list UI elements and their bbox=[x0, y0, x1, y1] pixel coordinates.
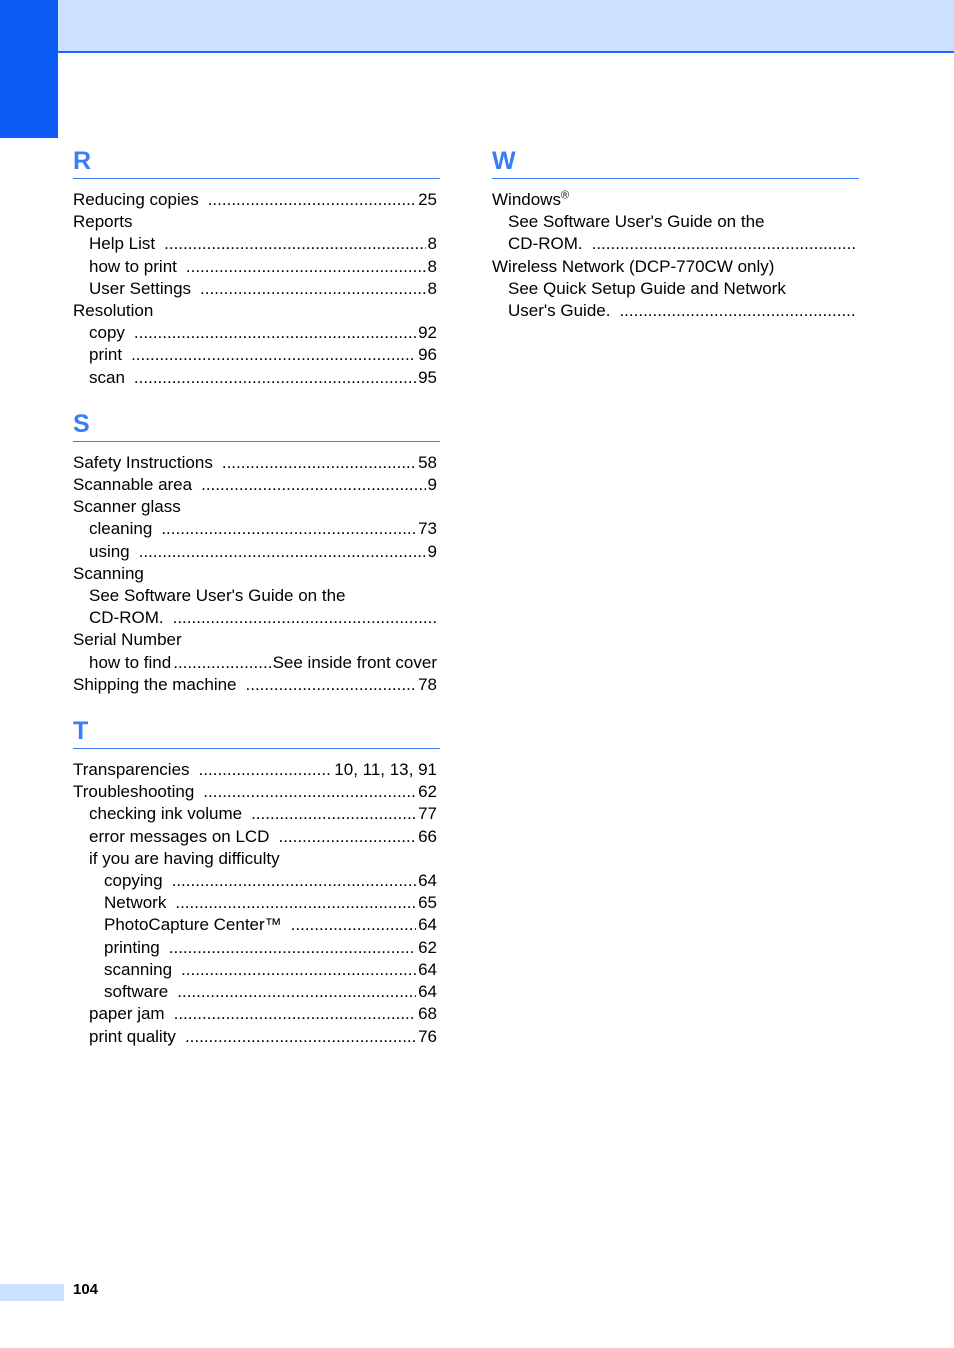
index-section-w bbox=[492, 138, 859, 322]
index-entry: Resolution bbox=[73, 301, 154, 321]
index-entry: Scanner glass bbox=[73, 497, 181, 517]
index-entry: Reports bbox=[73, 212, 133, 232]
index-entry: Serial Number bbox=[73, 630, 182, 650]
index-entry: Transparencies ..... 10, 11, 13, 91 bbox=[73, 759, 440, 781]
index-entry: See Quick Setup Guide and Network bbox=[508, 278, 786, 298]
section-letter: R bbox=[73, 138, 440, 179]
index-entry: Wireless Network (DCP-770CW only) bbox=[492, 256, 775, 276]
section-letter: S bbox=[73, 401, 440, 442]
registered-mark: ® bbox=[560, 189, 570, 202]
index-entry: Network ..... 65 bbox=[73, 892, 440, 914]
index-entry: how to print ..... 8 bbox=[73, 256, 440, 278]
index-column-right bbox=[492, 138, 859, 334]
index-entry: CD-ROM. ..... bbox=[492, 233, 859, 255]
index-section-t bbox=[73, 708, 440, 1048]
index-entry: error messages on LCD ..... 66 bbox=[73, 826, 440, 848]
index-entry: Safety Instructions ..... 58 bbox=[73, 452, 440, 474]
chapter-tab bbox=[0, 0, 58, 138]
index-entry: User's Guide. ..... bbox=[492, 300, 859, 322]
index-entry: if you are having difficulty bbox=[89, 848, 280, 868]
header-band bbox=[58, 0, 954, 53]
index-entry: software ..... 64 bbox=[73, 981, 440, 1003]
index-entry: copying ..... 64 bbox=[73, 870, 440, 892]
page-number: 104 bbox=[73, 1281, 99, 1298]
index-entry: print ..... 96 bbox=[73, 344, 440, 366]
index-entry: paper jam ..... 68 bbox=[73, 1003, 440, 1025]
index-entry: Troubleshooting ..... 62 bbox=[73, 781, 440, 803]
index-entry: using ..... 9 bbox=[73, 541, 440, 563]
index-entry: Shipping the machine ..... 78 bbox=[73, 674, 440, 696]
index-entry: copy ..... 92 bbox=[73, 322, 440, 344]
index-entry: printing ..... 62 bbox=[73, 937, 440, 959]
index-entry: scan ..... 95 bbox=[73, 367, 440, 389]
index-entry: how to find ..... See inside front cover bbox=[73, 652, 440, 674]
index-entry: User Settings ..... 8 bbox=[73, 278, 440, 300]
index-entry: checking ink volume ..... 77 bbox=[73, 803, 440, 825]
section-letter: W bbox=[492, 138, 859, 179]
index-section-r bbox=[73, 138, 440, 389]
index-entry: scanning ..... 64 bbox=[73, 959, 440, 981]
index-entry: Scanning bbox=[73, 563, 144, 583]
index-entry: See Software User's Guide on the bbox=[508, 212, 765, 232]
index-entry: Windows® bbox=[492, 189, 570, 209]
index-entry: Scannable area ..... 9 bbox=[73, 474, 440, 496]
index-entry: print quality ..... 76 bbox=[73, 1026, 440, 1048]
index-entry: Reducing copies ..... 25 bbox=[73, 189, 440, 211]
page-number-tab bbox=[0, 1284, 64, 1301]
index-entry: PhotoCapture Center™ ..... 64 bbox=[73, 914, 440, 936]
index-entry: Help List ..... 8 bbox=[73, 233, 440, 255]
index-entry: cleaning ..... 73 bbox=[73, 518, 440, 540]
index-entry: CD-ROM. ..... bbox=[73, 607, 440, 629]
index-column-left bbox=[73, 138, 440, 1060]
section-letter: T bbox=[73, 708, 440, 749]
index-section-s bbox=[73, 401, 440, 696]
index-entry: See Software User's Guide on the bbox=[89, 586, 346, 606]
